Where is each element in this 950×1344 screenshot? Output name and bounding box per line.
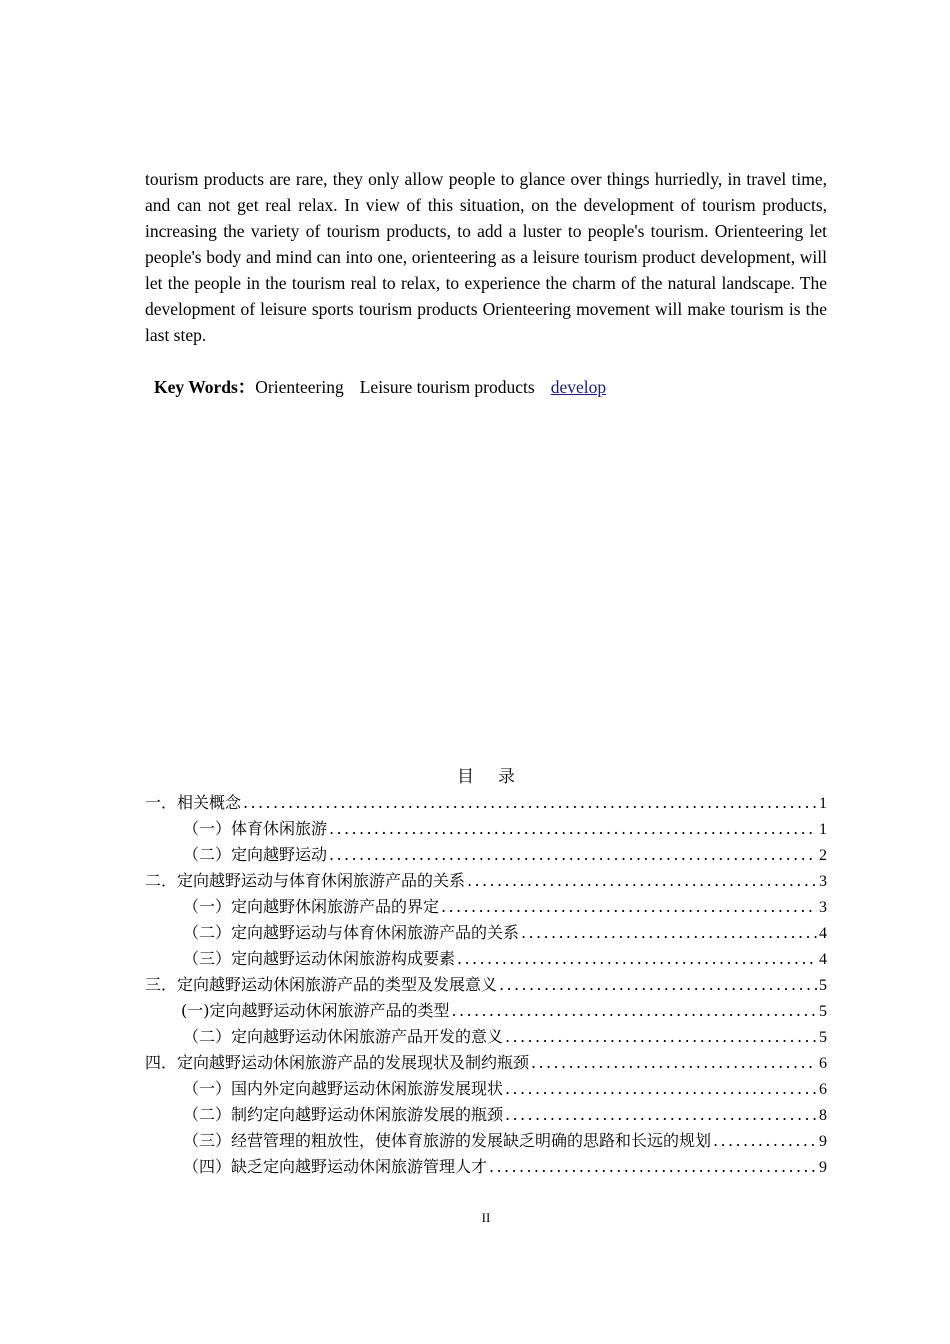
toc-entry-2-3[interactable] <box>145 946 827 972</box>
keywords-label: Key Words： <box>154 377 256 397</box>
toc-leader-dots <box>505 1076 817 1102</box>
toc-entry-title: （一）体育休闲旅游 <box>183 819 328 838</box>
keyword-develop-link[interactable]: develop <box>550 377 607 397</box>
toc-entry-title: (一)定向越野运动休闲旅游产品的类型 <box>181 1001 450 1020</box>
toc-entry-3-2[interactable] <box>145 1024 827 1050</box>
toc-entry-2-2[interactable] <box>145 920 827 946</box>
toc-entry-page: 3 <box>819 899 827 916</box>
toc-leader-dots <box>499 972 817 998</box>
toc-entry-title: （二）定向越野运动与体育休闲旅游产品的关系 <box>183 923 520 942</box>
toc-entry-page: 3 <box>819 873 827 890</box>
toc-leader-dots <box>441 894 817 920</box>
toc-entry-number: 四． <box>145 1053 178 1072</box>
toc-entry-page: 4 <box>819 925 827 942</box>
toc-entry-page: 6 <box>819 1081 827 1098</box>
page-number: II <box>481 1210 491 1225</box>
toc-entry-page: 1 <box>819 821 827 838</box>
abstract-paragraph: tourism products are rare, they only allow people to glance over things hurriedly, in travel time, and can not get real relax. In view of this situation, on the development of tourism products, increasing the variety of tourism products, to add a luster to people's tourism. Orienteering let people's body and mind can into one, orienteering as a leisure tourism product development, will let the people in the tourism real to relax, to experience the charm of the natural landscape. The development of leisure sports tourism products Orienteering movement will make tourism is the last step. <box>145 169 827 345</box>
toc-title-char-1: 目 <box>457 767 474 787</box>
toc-entry-4-4[interactable] <box>145 1154 827 1180</box>
toc-entry-title: （三）定向越野运动休闲旅游构成要素 <box>183 949 456 968</box>
toc-entry-number: 三． <box>145 975 178 994</box>
toc-entry-title: 定向越野运动休闲旅游产品的发展现状及制约瓶颈 <box>177 1053 530 1072</box>
toc-entry-page: 4 <box>819 951 827 968</box>
toc-leader-dots <box>505 1102 817 1128</box>
toc-entry-page: 9 <box>819 1159 827 1176</box>
toc-entry-page: 5 <box>819 1003 827 1020</box>
toc-leader-dots <box>489 1154 817 1180</box>
toc-entry-number: 一． <box>145 793 178 812</box>
toc-leader-dots <box>243 790 817 816</box>
toc-entry-title: 定向越野运动与体育休闲旅游产品的关系 <box>177 871 466 890</box>
toc-entry-page: 9 <box>819 1133 827 1150</box>
toc-entry-title: 定向越野运动休闲旅游产品的类型及发展意义 <box>177 975 498 994</box>
toc-entry-1-2[interactable] <box>145 842 827 868</box>
table-of-contents <box>145 790 827 1180</box>
toc-leader-dots <box>521 920 817 946</box>
toc-title-char-2: 录 <box>498 767 515 787</box>
toc-entry-title: （二）制约定向越野运动休闲旅游发展的瓶颈 <box>183 1105 504 1124</box>
toc-entry-page: 5 <box>819 977 827 994</box>
keyword-orienteering: Orienteering <box>255 377 344 397</box>
toc-entry-page: 6 <box>819 1055 827 1072</box>
toc-entry-page: 5 <box>819 1029 827 1046</box>
toc-leader-dots <box>452 998 818 1024</box>
toc-entry-1[interactable] <box>145 790 827 816</box>
toc-entry-title: 相关概念 <box>177 793 242 812</box>
toc-entry-2[interactable] <box>145 868 827 894</box>
toc-leader-dots <box>457 946 817 972</box>
toc-entry-title: （二）定向越野运动休闲旅游产品开发的意义 <box>183 1027 504 1046</box>
keywords-line <box>154 374 827 400</box>
toc-entry-title: （三）经营管理的粗放性，使体育旅游的发展缺乏明确的思路和长远的规划 <box>183 1131 712 1150</box>
toc-leader-dots <box>713 1128 817 1154</box>
toc-entry-title: （四）缺乏定向越野运动休闲旅游管理人才 <box>183 1157 488 1176</box>
toc-entry-1-1[interactable] <box>145 816 827 842</box>
toc-leader-dots <box>505 1024 817 1050</box>
toc-leader-dots <box>329 842 817 868</box>
toc-entry-4-3[interactable] <box>145 1128 827 1154</box>
toc-leader-dots <box>467 868 817 894</box>
toc-entry-page: 2 <box>819 847 827 864</box>
toc-entry-title: （二）定向越野运动 <box>183 845 328 864</box>
toc-entry-3[interactable] <box>145 972 827 998</box>
toc-entry-page: 1 <box>819 795 827 812</box>
toc-entry-4-2[interactable] <box>145 1102 827 1128</box>
toc-entry-3-1[interactable] <box>145 998 827 1024</box>
toc-leader-dots <box>329 816 817 842</box>
toc-entry-page: 8 <box>819 1107 827 1124</box>
toc-entry-title: （一）国内外定向越野运动休闲旅游发展现状 <box>183 1079 504 1098</box>
toc-entry-title: （一）定向越野休闲旅游产品的界定 <box>183 897 440 916</box>
keyword-leisure-tourism-products: Leisure tourism products <box>359 377 535 397</box>
toc-entry-number: 二． <box>145 871 178 890</box>
toc-entry-4[interactable] <box>145 1050 827 1076</box>
toc-entry-2-1[interactable] <box>145 894 827 920</box>
toc-entry-4-1[interactable] <box>145 1076 827 1102</box>
toc-leader-dots <box>531 1050 817 1076</box>
toc-title <box>145 764 827 790</box>
